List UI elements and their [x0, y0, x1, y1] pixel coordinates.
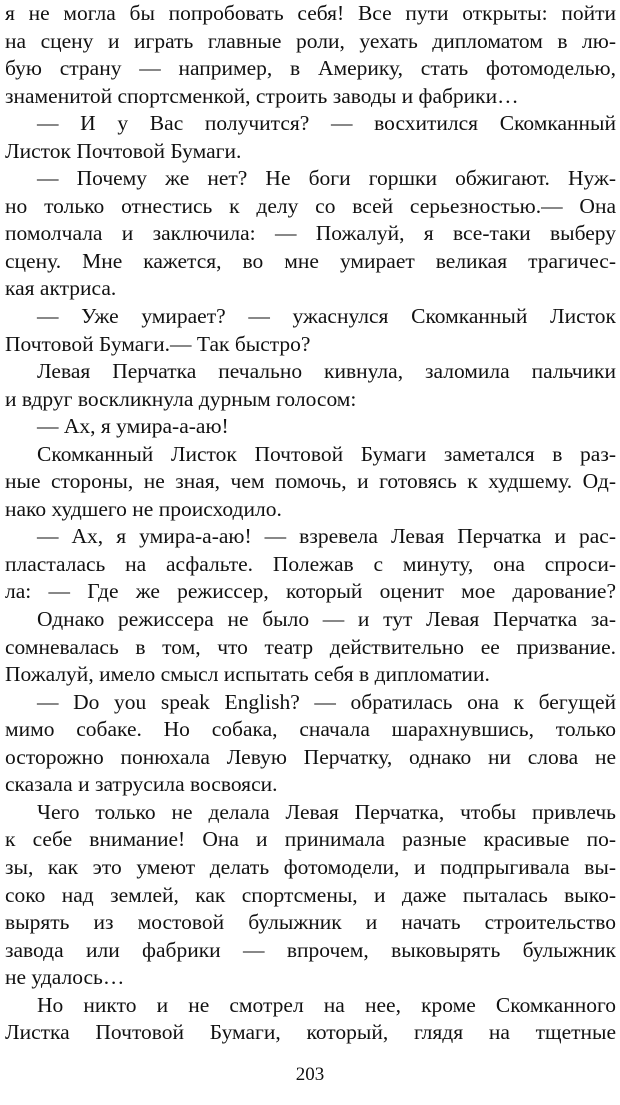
- text-line: сомневалась в том, что театр действительно ее призвание.: [5, 634, 616, 659]
- text-line: зы, как это умеют делать фотомодели, и подпрыгивала вы-: [5, 854, 616, 879]
- text-line: Почтовой Бумаги.— Так быстро?: [5, 331, 311, 356]
- text-line: знаменитой спортсменкой, строить заводы и фабрики…: [5, 83, 519, 108]
- text-line: нако худшего не происходило.: [5, 496, 282, 521]
- text-line: сцену. Мне кажется, во мне умирает великая трагичес-: [5, 248, 616, 273]
- text-line: я не могла бы попробовать себя! Все пути открыты: пойти: [5, 1, 616, 25]
- text-line: Но никто и не смотрел на нее, кроме Скомканного: [37, 992, 616, 1017]
- text-line: Скомканный Листок Почтовой Бумаги заметался в раз-: [37, 441, 616, 466]
- text-line: ные стороны, не зная, чем помочь, и готовясь к худшему. Од-: [5, 469, 616, 494]
- text-line: Левая Перчатка печально кивнула, заломила пальчики: [37, 359, 616, 384]
- text-line: Пожалуй, имело смысл испытать себя в дипломатии.: [5, 662, 490, 687]
- text-line: вырять из мостовой булыжник и начать строительство: [5, 910, 616, 935]
- text-line: Листка Почтовой Бумаги, который, глядя на тщетные: [5, 1020, 616, 1045]
- text-line: мимо собаке. Но собака, сначала шарахнувшись, только: [5, 717, 616, 742]
- text-line: Чего только не делала Левая Перчатка, чтобы привлечь: [37, 799, 616, 824]
- text-line: и вдруг воскликнула дурным голосом:: [5, 386, 357, 411]
- text-line: ла: — Где же режиссер, который оценит мое дарование?: [5, 579, 616, 604]
- text-line: кая актриса.: [5, 276, 117, 301]
- text-line: — Уже умирает? — ужаснулся Скомканный Листок: [37, 304, 616, 329]
- text-line: соко над землей, как спортсмены, и даже пыталась выко-: [5, 882, 616, 907]
- text-line: — Почему же нет? Не боги горшки обжигают. Нуж-: [37, 166, 616, 191]
- text-line: пласталась на асфальте. Полежав с минуту, она спроси-: [5, 551, 616, 576]
- text-line: — Do you speak English? — обратилась она к бегущей: [37, 689, 616, 714]
- text-line: Однако режиссера не было — и тут Левая Перчатка за-: [37, 607, 616, 632]
- text-line: на сцену и играть главные роли, уехать дипломатом в лю-: [5, 28, 616, 53]
- text-line: помолчала и заключила: — Пожалуй, я все-таки выберу: [5, 221, 616, 246]
- text-line: не удалось…: [5, 965, 125, 990]
- text-line: к себе внимание! Она и принимала разные красивые по-: [5, 827, 616, 852]
- text-line: — Ах, я умира-а-аю! — взревела Левая Перчатка и рас-: [37, 524, 616, 549]
- text-line: осторожно понюхала Левую Перчатку, однако ни слова не: [5, 744, 616, 769]
- text-line: но только отнестись к делу со всей серьезностью.— Она: [5, 193, 616, 218]
- page-text: [5, 0, 616, 1047]
- text-line: Листок Почтовой Бумаги.: [5, 138, 242, 163]
- text-line: — И у Вас получится? — восхитился Скомканный: [37, 111, 616, 136]
- text-line: сказала и затрусила восвояси.: [5, 772, 278, 797]
- text-line: — Ах, я умира-а-аю!: [37, 414, 229, 439]
- text-line: завода или фабрики — впрочем, выковырять булыжник: [5, 937, 616, 962]
- text-line: бую страну — например, в Америку, стать фотомоделью,: [5, 56, 616, 81]
- page-number: 203: [295, 1064, 325, 1085]
